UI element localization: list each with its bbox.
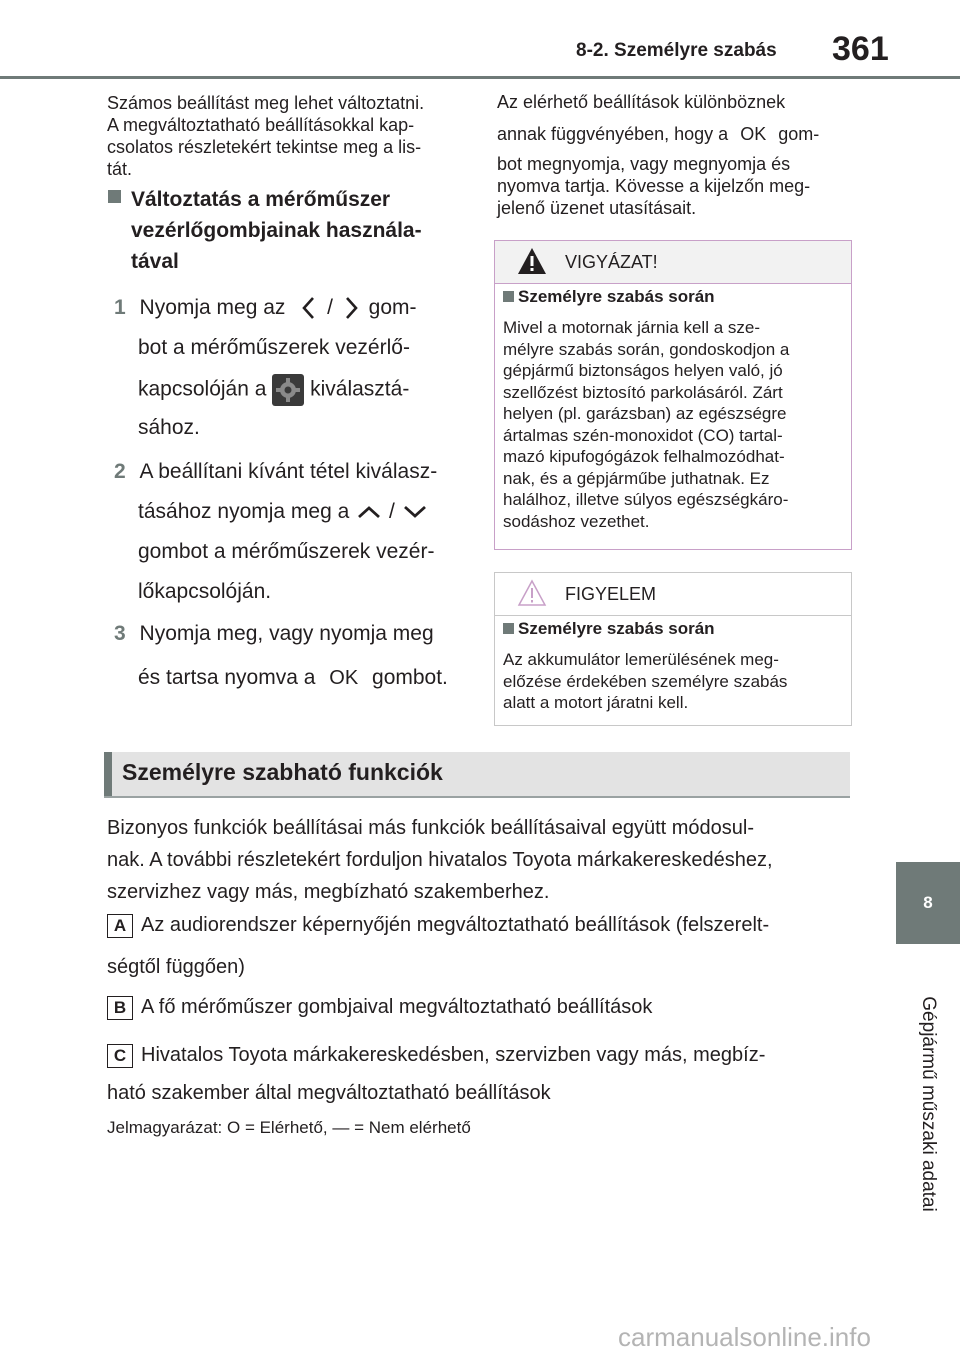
chevron-up-icon: [355, 501, 383, 523]
step-number: 3: [114, 622, 126, 645]
caution-box: [494, 240, 852, 550]
caution-title: VIGYÁZAT!: [565, 252, 658, 272]
section-paragraph: [107, 812, 867, 908]
caution-line: helyen (pl. garázsban) az egészségre: [503, 404, 787, 423]
step-text: kiválasztá-: [310, 377, 410, 401]
caution-body: [503, 317, 843, 532]
legend: Jelmagyarázat: O = Elérhető, — = Nem elérhető: [107, 1118, 471, 1137]
letter-badge-b: B: [107, 996, 133, 1020]
gear-icon: [272, 374, 304, 406]
notice-subtitle: [503, 619, 715, 639]
step-text: Nyomja meg, vagy nyomja meg: [139, 622, 434, 645]
step-text: tásához nyomja meg a: [138, 500, 350, 523]
intro-line: nyomva tartja. Kövesse a kijelzőn meg-: [497, 176, 811, 196]
caution-line: halálhoz, illetve súlyos egészségkáro-: [503, 490, 789, 509]
item-text: Hivatalos Toyota márkakereskedésben, szervizben vagy más, megbíz-: [141, 1044, 766, 1066]
notice-header: [495, 573, 851, 616]
chevron-left-icon: [297, 295, 321, 321]
item-a: [107, 910, 867, 992]
slash-separator: /: [327, 296, 333, 319]
intro-line: tát.: [107, 159, 133, 179]
ok-button-glyph: OK: [740, 124, 767, 144]
step-text: és tartsa nyomva a: [138, 666, 316, 689]
intro-line: jelenő üzenet utasításait.: [497, 198, 697, 218]
intro-line: bot megnyomja, vagy megnyomja és: [497, 154, 791, 174]
item-c: [107, 1040, 867, 1112]
caution-subtitle: [503, 287, 715, 307]
caution-subtitle-text: Személyre szabás során: [518, 287, 715, 306]
intro-line: gom-: [778, 124, 820, 144]
item-b: [107, 992, 867, 1022]
intro-line: Számos beállítást meg lehet változtatni.: [107, 93, 425, 113]
step-1: [114, 294, 474, 454]
watermark: carmanualsonline.info: [618, 1322, 871, 1352]
step-text: lőkapcsolóján.: [138, 580, 272, 603]
notice-triangle-icon: [517, 579, 547, 607]
notice-line: alatt a motort járatni kell.: [503, 693, 689, 712]
intro-line: csolatos részletekért tekintse meg a lis-: [107, 137, 422, 157]
ok-button-glyph: OK: [329, 667, 359, 689]
notice-title: FIGYELEM: [565, 584, 657, 604]
section-title-bar: [104, 752, 850, 798]
notice-line: Az akkumulátor lemerülésének meg-: [503, 650, 779, 669]
step-2: [114, 458, 474, 618]
step-text: gombot.: [372, 666, 448, 689]
caution-line: mazó kipufogógázok felhalmozódhat-: [503, 447, 785, 466]
warning-triangle-icon: [517, 247, 547, 275]
subheading-line: vezérlőgombjainak használa-: [131, 219, 422, 242]
step-text: Nyomja meg az: [139, 296, 286, 319]
chapter-title-tab: [896, 944, 960, 1264]
step-text: A beállítani kívánt tétel kiválasz-: [139, 460, 438, 483]
chevron-right-icon: [339, 295, 363, 321]
item-text: ható szakember által megváltoztatható beállítások: [107, 1082, 551, 1104]
caution-header: [495, 241, 851, 284]
intro-line: annak függvényében, hogy a: [497, 124, 729, 144]
notice-subtitle-text: Személyre szabás során: [518, 619, 715, 638]
intro-line: Az elérhető beállítások különböznek: [497, 92, 786, 112]
step-text: kapcsolóján a: [138, 377, 267, 401]
caution-line: Mivel a motornak járnia kell a sze-: [503, 318, 760, 337]
page-number: 361: [832, 30, 889, 68]
caution-line: ártalmas szén-monoxidot (CO) tartal-: [503, 425, 783, 445]
step-text: sához.: [138, 416, 200, 439]
step-number: 1: [114, 296, 126, 319]
letter-badge-a: A: [107, 914, 133, 938]
caution-line: nak, és a gépjárműbe juthatnak. Ez: [503, 468, 770, 488]
letter-badge-c: C: [107, 1044, 133, 1068]
caution-line: mélyre szabás során, gondoskodjon a: [503, 339, 790, 359]
step-3: [114, 620, 474, 704]
item-text: A fő mérőműszer gombjaival megváltoztatható beállítások: [141, 996, 653, 1018]
right-intro: [497, 91, 857, 219]
header-rule: [0, 76, 960, 79]
intro-paragraph: [107, 92, 467, 180]
slash-separator: /: [388, 500, 395, 523]
section-line: Bizonyos funkciók beállításai más funkciók beállításaival együtt módosul-: [107, 817, 754, 839]
chapter-title: Gépjármű műszaki adatai: [918, 996, 939, 1212]
notice-line: előzése érdekében személyre szabás: [503, 671, 788, 691]
caution-line: gépjármű biztonságos helyen való, jó: [503, 361, 783, 380]
section-line: nak. A további részletekért forduljon hivatalos Toyota márkakereskedéshez,: [107, 849, 773, 871]
notice-body: [503, 649, 843, 714]
step-number: 2: [114, 460, 126, 483]
step-text: gombot a mérőműszerek vezér-: [138, 540, 435, 563]
notice-box: [494, 572, 852, 726]
chapter-number-tab: 8: [896, 862, 960, 944]
caution-line: szellőzést biztosító parkolásáról. Zárt: [503, 382, 783, 402]
intro-line: A megváltoztatható beállításokkal kap-: [107, 115, 415, 135]
subheading-marker: [108, 190, 128, 208]
item-text: Az audiorendszer képernyőjén megváltoztatható beállítások (felszerelt-: [141, 914, 770, 936]
subheading-line: tával: [131, 250, 179, 273]
section-header: 8-2. Személyre szabás: [576, 40, 777, 61]
item-text: ségtől függően): [107, 956, 245, 978]
step-text: gom-: [368, 296, 417, 319]
chevron-down-icon: [401, 501, 429, 523]
section-title: Személyre szabható funkciók: [122, 759, 443, 785]
section-line: szervizhez vagy más, megbízható szakemberhez.: [107, 881, 550, 903]
subheading-line: Változtatás a mérőműszer: [131, 188, 391, 211]
subheading: [131, 185, 422, 277]
caution-line: sodáshoz vezethet.: [503, 511, 650, 531]
step-text: bot a mérőműszerek vezérlő-: [138, 336, 410, 359]
